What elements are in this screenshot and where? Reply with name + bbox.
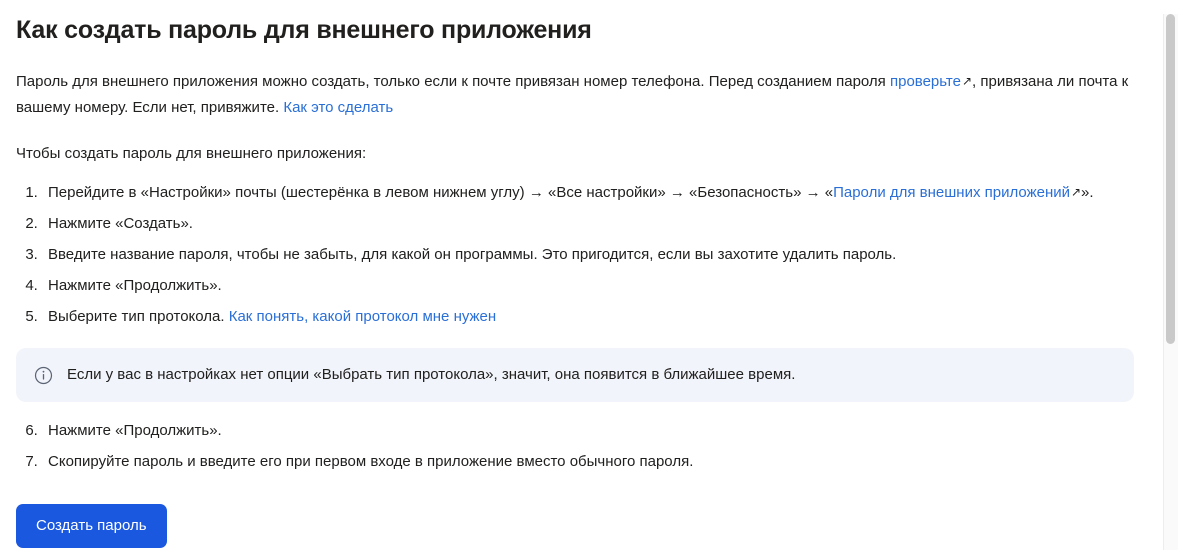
step-text: Выберите тип протокола. [48,308,229,325]
article-page [0,14,1178,548]
protocol-help-link[interactable]: Как понять, какой протокол мне нужен [228,308,497,325]
app-passwords-link[interactable]: Пароли для внешних приложений [833,184,1070,201]
step-text: Нажмите «Продолжить». [48,422,222,439]
steps-list-before-note [16,181,1162,328]
intro-paragraph [16,68,1150,121]
page-title: Как создать пароль для внешнего приложения [16,16,592,44]
page-scrollbar[interactable] [1163,14,1178,550]
list-item [42,181,1162,204]
step-text-end: ». [1081,184,1094,201]
check-phone-link[interactable]: проверьте [889,73,961,90]
page-scrollbar-thumb[interactable] [1166,14,1175,344]
step-text: Введите название пароля, чтобы не забыть, для какой он программы. Это пригодится, если вы захотите удалить пароль. [48,246,897,263]
lead-paragraph: Чтобы создать пароль для внешнего приложения: [16,145,367,162]
info-note [16,348,1134,402]
intro-text-part-1: Пароль для внешнего приложения можно создать, только если к почте привязан номер телефона. Перед созданием пароля [16,73,890,90]
list-item [42,306,1162,328]
step-text: Скопируйте пароль и введите его при первом входе в приложение вместо обычного пароля. [48,453,694,470]
list-item [42,213,1162,235]
external-link-arrow-icon: ↗ [1070,185,1082,199]
steps-list-after-note [16,420,1162,473]
how-to-link[interactable]: Как это сделать [283,99,394,116]
intro-text-part-2: , привязана ли почта к вашему номеру. Если нет, привяжите. [16,73,1129,116]
external-link-arrow-icon: ↗ [961,74,973,88]
list-item [42,451,1162,473]
info-circle-icon [34,366,53,385]
step-text: Перейдите в «Настройки» почты (шестерёнка в левом нижнем углу) → «Все настройки» → «Безопасность» → « [48,184,834,201]
list-item [42,244,1162,266]
list-item [42,275,1162,297]
step-text: Нажмите «Создать». [48,215,193,232]
create-password-button[interactable]: Создать пароль [16,504,167,548]
step-text: Нажмите «Продолжить». [48,277,222,294]
info-note-text: Если у вас в настройках нет опции «Выбрать тип протокола», значит, она появится в ближайшее время. [67,366,796,383]
list-item [42,420,1162,442]
